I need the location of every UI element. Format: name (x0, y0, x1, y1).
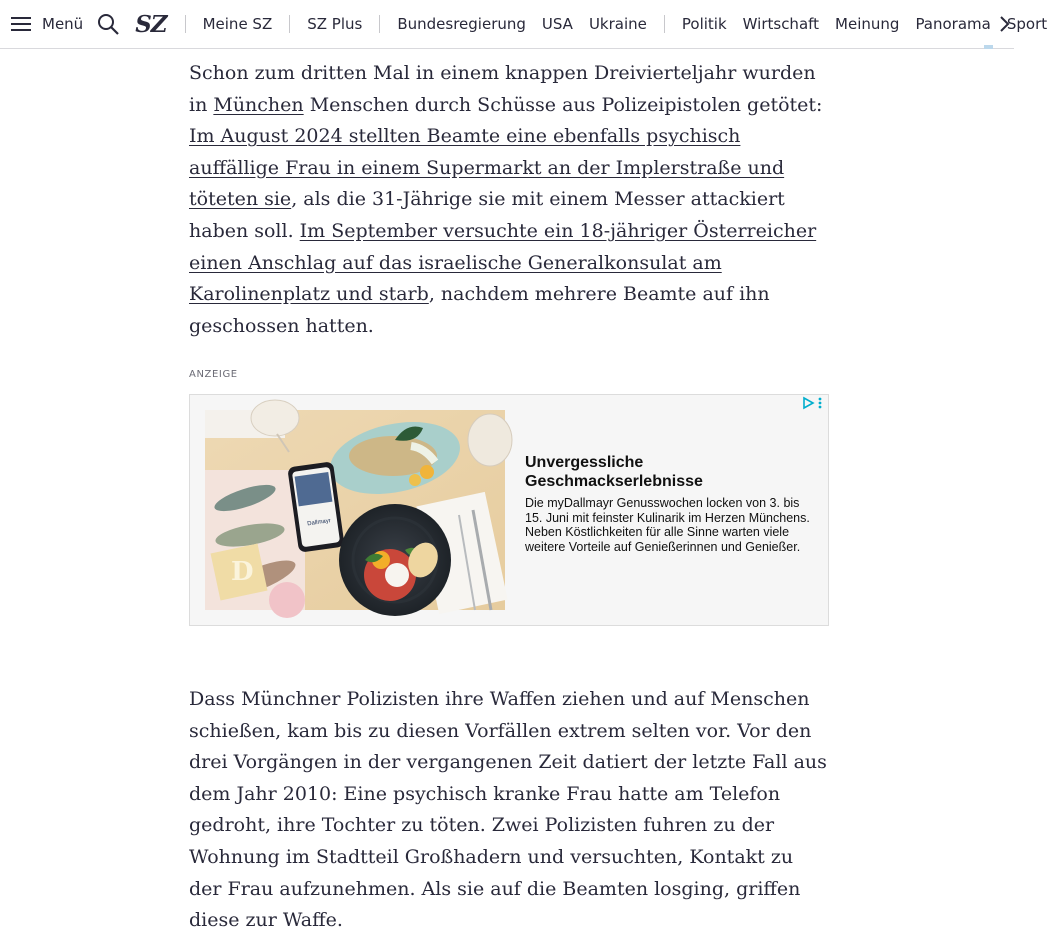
nav-separator (185, 15, 186, 33)
nav-item-meine-sz[interactable]: Meine SZ (202, 15, 273, 33)
nav-item-meinung[interactable]: Meinung (835, 15, 900, 33)
paragraph-text: , nachdem mehrere Beamte auf ihn geschossen hatten. (189, 283, 770, 337)
nav-item-wirtschaft[interactable]: Wirtschaft (742, 15, 820, 33)
search-button[interactable] (97, 13, 119, 35)
link-august-2024-case[interactable]: Im August 2024 stellten Beamte eine ebenfalls psychisch auffällige Frau in einem Supermarkt an der Implerstraße und töteten sie (189, 125, 785, 211)
ad-headline[interactable]: Unvergessliche Geschmackserlebnisse (525, 454, 703, 490)
paragraph-text: Schon zum dritten Mal in einem knappen Dreivierteljahr wurden in (189, 62, 816, 116)
sz-logo[interactable]: SZ (135, 10, 167, 38)
food-table-illustration (205, 410, 505, 610)
nav-item-ukraine[interactable]: Ukraine (588, 15, 647, 33)
ad-label: ANZEIGE (189, 369, 238, 380)
paragraph-text: Menschen durch Schüsse aus Polizeipistolen getötet: (303, 93, 823, 116)
chevron-right-icon (998, 14, 1010, 34)
progress-indicator (984, 45, 993, 49)
advertisement[interactable] (189, 394, 829, 626)
link-september-case[interactable]: Im September versuchte ein 18-jähriger Österreicher einen Anschlag auf das israelische Generalkonsulat am Karolinenplatz und starb (189, 219, 817, 306)
section-navigation (176, 15, 1055, 33)
ad-image[interactable] (205, 410, 505, 610)
menu-button[interactable] (11, 15, 83, 33)
top-navigation-bar (0, 0, 1048, 49)
nav-item-usa[interactable]: USA (541, 15, 573, 33)
article-paragraph (189, 684, 829, 937)
search-icon (97, 13, 119, 35)
phone-screen-brand: Dallmayr (306, 518, 332, 528)
nav-scroll-right-button[interactable] (998, 14, 1010, 38)
more-options-icon (818, 397, 822, 409)
adchoices-play-icon (802, 397, 814, 409)
svg-text:D: D (231, 557, 254, 587)
paragraph-text: , als die 31-Jährige sie mit einem Messer attackiert haben soll. (189, 188, 785, 242)
nav-item-bundesregierung[interactable]: Bundesregierung (397, 15, 526, 33)
nav-separator (379, 15, 380, 33)
nav-item-panorama[interactable]: Panorama (915, 15, 991, 33)
nav-item-politik[interactable]: Politik (681, 15, 727, 33)
ad-description: Die myDallmayr Genusswochen locken von 3. bis 15. Juni mit feinster Kulinarik im Herzen Münchens. Neben Köstlichkeiten für alle Sinne warten viele weitere Vorteile auf Genießerinnen und Genießer. (525, 496, 810, 554)
paragraph-text: Dass Münchner Polizisten ihre Waffen ziehen und auf Menschen schießen, kam bis zu diesen Vorfällen extrem selten vor. Vor den drei Vorgängen in der vergangenen Zeit datiert der letzte Fall aus dem Jahr 2010: Eine psychisch kranke Frau hatte am Telefon gedroht, ihre Tochter zu töten. Zwei Polizisten fuhren zu der Wohnung im Stadtteil Großhadern und versuchten, Kontakt zu der Frau aufzunehmen. Als sie auf die Beamten losging, griffen diese zur Waffe. (189, 688, 827, 932)
link-muenchen[interactable]: München (213, 93, 304, 116)
hamburger-menu-icon (11, 16, 31, 32)
nav-separator (289, 15, 290, 33)
ad-choices[interactable] (802, 397, 822, 409)
nav-separator (664, 15, 665, 33)
nav-item-sz-plus[interactable]: SZ Plus (307, 15, 363, 33)
article-paragraph (189, 58, 829, 342)
menu-label: Menü (42, 15, 84, 33)
nav-item-sport[interactable]: Sport (1006, 15, 1048, 33)
